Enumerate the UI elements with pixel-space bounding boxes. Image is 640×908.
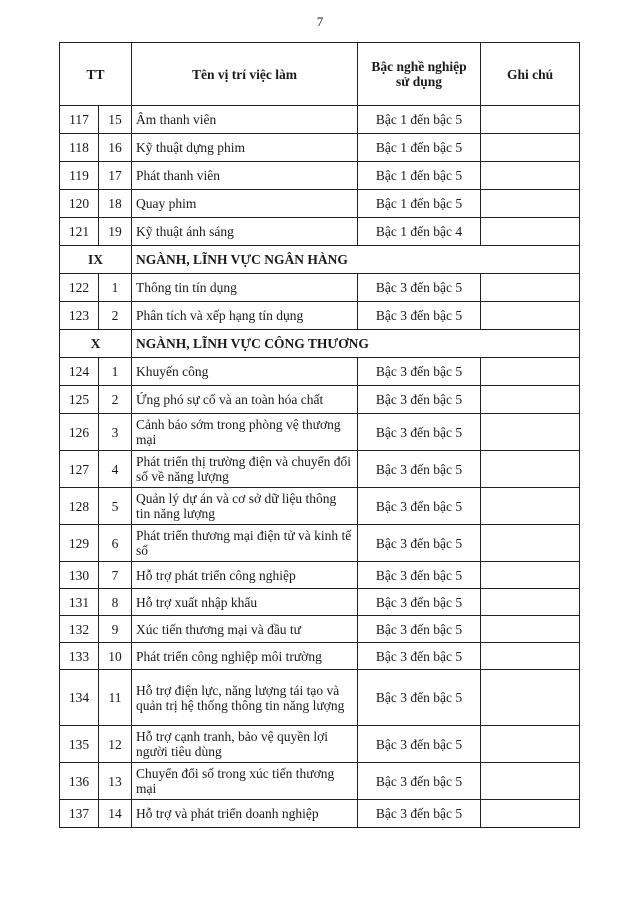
row-level: Bậc 3 đến bậc 5 [358,670,481,726]
table-row [60,525,580,562]
header-note: Ghi chú [481,43,580,106]
row-subnumber: 16 [99,134,132,162]
row-job-title: Cảnh báo sớm trong phòng vệ thương mại [132,414,358,451]
row-job-title: Quay phim [132,190,358,218]
row-note [481,589,580,616]
section-number: X [60,330,132,358]
table-row [60,106,580,134]
table-row [60,386,580,414]
row-level: Bậc 3 đến bậc 5 [358,358,481,386]
row-note [481,726,580,763]
row-subnumber: 11 [99,670,132,726]
table-row [60,358,580,386]
row-subnumber: 13 [99,763,132,800]
row-number: 123 [60,302,99,330]
table-row [60,670,580,726]
row-number: 122 [60,274,99,302]
header-level [358,43,481,106]
row-level: Bậc 3 đến bậc 5 [358,525,481,562]
row-job-title: Chuyển đổi số trong xúc tiến thương mại [132,763,358,800]
row-job-title: Quản lý dự án và cơ sở dữ liệu thông tin năng lượng [132,488,358,525]
row-number: 125 [60,386,99,414]
row-number: 135 [60,726,99,763]
table-header-row [60,43,580,106]
row-level: Bậc 3 đến bậc 5 [358,763,481,800]
row-note [481,162,580,190]
row-job-title: Ứng phó sự cố và an toàn hóa chất [132,386,358,414]
row-subnumber: 12 [99,726,132,763]
table-row [60,800,580,828]
row-subnumber: 2 [99,302,132,330]
row-job-title: Kỹ thuật dựng phim [132,134,358,162]
section-number: IX [60,246,132,274]
row-level: Bậc 1 đến bậc 5 [358,134,481,162]
row-level: Bậc 3 đến bậc 5 [358,589,481,616]
row-number: 119 [60,162,99,190]
row-job-title: Phân tích và xếp hạng tín dụng [132,302,358,330]
row-note [481,414,580,451]
row-level: Bậc 3 đến bậc 5 [358,726,481,763]
row-subnumber: 1 [99,358,132,386]
row-level: Bậc 1 đến bậc 5 [358,106,481,134]
row-level: Bậc 3 đến bậc 5 [358,562,481,589]
row-subnumber: 8 [99,589,132,616]
table-row [60,488,580,525]
row-level: Bậc 3 đến bậc 5 [358,643,481,670]
row-number: 126 [60,414,99,451]
header-tt: TT [60,43,132,106]
table-row [60,451,580,488]
row-subnumber: 5 [99,488,132,525]
row-number: 134 [60,670,99,726]
row-job-title: Xúc tiến thương mại và đầu tư [132,616,358,643]
header-level-line2: sử dụng [396,74,443,89]
row-level: Bậc 3 đến bậc 5 [358,386,481,414]
row-number: 120 [60,190,99,218]
row-subnumber: 15 [99,106,132,134]
row-job-title: Phát thanh viên [132,162,358,190]
row-note [481,670,580,726]
table-row [60,302,580,330]
row-note [481,525,580,562]
row-job-title: Hỗ trợ điện lực, năng lượng tái tạo và quản trị hệ thống thông tin năng lượng [132,670,358,726]
table-row [60,763,580,800]
row-number: 121 [60,218,99,246]
row-subnumber: 1 [99,274,132,302]
row-note [481,488,580,525]
row-number: 124 [60,358,99,386]
row-note [481,106,580,134]
row-subnumber: 9 [99,616,132,643]
row-note [481,800,580,828]
row-job-title: Kỹ thuật ánh sáng [132,218,358,246]
row-subnumber: 7 [99,562,132,589]
row-job-title: Khuyến công [132,358,358,386]
row-number: 130 [60,562,99,589]
table-row [60,562,580,589]
row-number: 136 [60,763,99,800]
row-level: Bậc 3 đến bậc 5 [358,274,481,302]
row-level: Bậc 1 đến bậc 5 [358,190,481,218]
row-note [481,763,580,800]
table-row [60,616,580,643]
row-subnumber: 2 [99,386,132,414]
row-level: Bậc 3 đến bậc 5 [358,414,481,451]
row-subnumber: 17 [99,162,132,190]
row-job-title: Thông tin tín dụng [132,274,358,302]
row-job-title: Phát triển công nghiệp môi trường [132,643,358,670]
row-job-title: Hỗ trợ xuất nhập khẩu [132,589,358,616]
table-row [60,414,580,451]
row-subnumber: 19 [99,218,132,246]
row-job-title: Âm thanh viên [132,106,358,134]
row-level: Bậc 3 đến bậc 5 [358,616,481,643]
row-note [481,302,580,330]
row-note [481,274,580,302]
table-row [60,218,580,246]
row-note [481,643,580,670]
row-level: Bậc 3 đến bậc 5 [358,451,481,488]
row-note [481,616,580,643]
row-job-title: Hỗ trợ cạnh tranh, bảo vệ quyền lợi người tiêu dùng [132,726,358,763]
row-note [481,358,580,386]
page-number: 7 [316,14,324,29]
row-level: Bậc 1 đến bậc 5 [358,162,481,190]
job-positions-table [59,42,580,828]
row-note [481,386,580,414]
row-subnumber: 10 [99,643,132,670]
row-job-title: Hỗ trợ phát triển công nghiệp [132,562,358,589]
table-row [60,643,580,670]
row-job-title: Phát triển thương mại điện tử và kinh tế số [132,525,358,562]
row-job-title: Hỗ trợ và phát triển doanh nghiệp [132,800,358,828]
row-note [481,218,580,246]
row-number: 128 [60,488,99,525]
table-row [60,726,580,763]
table-row [60,274,580,302]
row-note [481,562,580,589]
header-job-title: Tên vị trí việc làm [132,43,358,106]
row-subnumber: 18 [99,190,132,218]
section-title: NGÀNH, LĨNH VỰC NGÂN HÀNG [132,246,580,274]
row-subnumber: 14 [99,800,132,828]
row-number: 117 [60,106,99,134]
table-row [60,162,580,190]
row-level: Bậc 3 đến bậc 5 [358,800,481,828]
row-number: 131 [60,589,99,616]
table-row [60,134,580,162]
table-row [60,589,580,616]
row-subnumber: 6 [99,525,132,562]
row-number: 129 [60,525,99,562]
section-title: NGÀNH, LĨNH VỰC CÔNG THƯƠNG [132,330,580,358]
row-number: 118 [60,134,99,162]
row-note [481,134,580,162]
row-note [481,451,580,488]
row-number: 133 [60,643,99,670]
section-row-banking [60,246,580,274]
header-level-line1: Bậc nghề nghiệp [371,59,467,74]
row-subnumber: 4 [99,451,132,488]
row-subnumber: 3 [99,414,132,451]
row-number: 132 [60,616,99,643]
row-number: 127 [60,451,99,488]
row-number: 137 [60,800,99,828]
row-level: Bậc 3 đến bậc 5 [358,488,481,525]
table-row [60,190,580,218]
row-level: Bậc 1 đến bậc 4 [358,218,481,246]
row-job-title: Phát triển thị trường điện và chuyển đổi số về năng lượng [132,451,358,488]
row-note [481,190,580,218]
row-level: Bậc 3 đến bậc 5 [358,302,481,330]
section-row-industry-trade [60,330,580,358]
